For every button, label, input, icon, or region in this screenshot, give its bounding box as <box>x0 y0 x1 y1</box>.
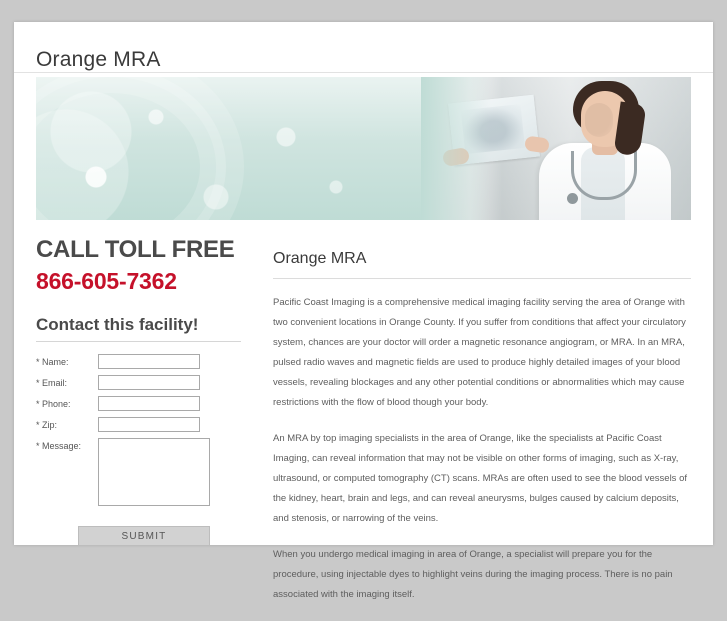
form-row-name <box>36 354 246 369</box>
sidebar <box>36 236 246 546</box>
main-content <box>273 250 691 621</box>
content-paragraph-1: Pacific Coast Imaging is a comprehensive medical imaging facility serving the area of Orange with two convenient locations in Orange County. If you suffer from conditions that affect your circulatory system, chances are your doctor will order a magnetic resonance angiogram, or MRA. In an MRA, pulsed radio waves and magnetic fields are used to produce highly detailed images of your blood vessels, revealing blockages and any other potential conditions or abnormalities which may cause restrictions with the flow of blood though your body. <box>273 297 686 408</box>
phone-label: * Phone: <box>36 399 71 409</box>
form-row-zip <box>36 417 246 432</box>
form-row-message <box>36 438 246 506</box>
page-sheet <box>14 22 713 600</box>
zip-input[interactable] <box>98 417 200 432</box>
content-heading: Orange MRA <box>273 250 367 267</box>
stethoscope-bell-icon <box>567 193 578 204</box>
doctor-face-shading <box>585 103 613 137</box>
sidebar-divider <box>36 341 241 342</box>
call-toll-free-heading: CALL TOLL FREE <box>36 236 235 263</box>
submit-button[interactable]: SUBMIT <box>78 526 210 546</box>
name-input[interactable] <box>98 354 200 369</box>
name-label: * Name: <box>36 357 69 367</box>
form-row-email <box>36 375 246 390</box>
message-label: * Message: <box>36 441 82 451</box>
site-header <box>14 22 713 73</box>
contact-form-heading: Contact this facility! <box>36 315 199 334</box>
hero-banner <box>36 77 691 220</box>
zip-label: * Zip: <box>36 420 58 430</box>
hero-rings-decoration <box>36 77 226 220</box>
form-row-phone <box>36 396 246 411</box>
hero-gradient-fade <box>421 77 491 220</box>
contact-form <box>36 354 246 546</box>
message-input[interactable] <box>98 438 210 506</box>
content-paragraph-2: An MRA by top imaging specialists in the area of Orange, like the specialists at Pacific Coast Imaging, can reveal information that may not be visible on other forms of imaging, such as X-ray, ultrasound, or computed tomography (CT) scans. MRAs are often used to see the blood vessels of the kidney, heart, brain and legs, and can reveal aneurysms, bulges caused by calcium deposits, and stenosis, or narrowing of the veins. <box>273 433 687 524</box>
phone-number[interactable]: 866-605-7362 <box>36 268 177 294</box>
email-label: * Email: <box>36 378 68 388</box>
page-title: Orange MRA <box>36 48 161 72</box>
content-paragraph-3: When you undergo medical imaging in area of Orange, a specialist will prepare you for the procedure, using injectable dyes to highlight veins during the imaging process. There is no pain associated with the imaging itself. <box>273 549 673 600</box>
content-divider <box>273 278 691 279</box>
phone-input[interactable] <box>98 396 200 411</box>
hero-abstract-graphic <box>36 77 421 220</box>
email-input[interactable] <box>98 375 200 390</box>
